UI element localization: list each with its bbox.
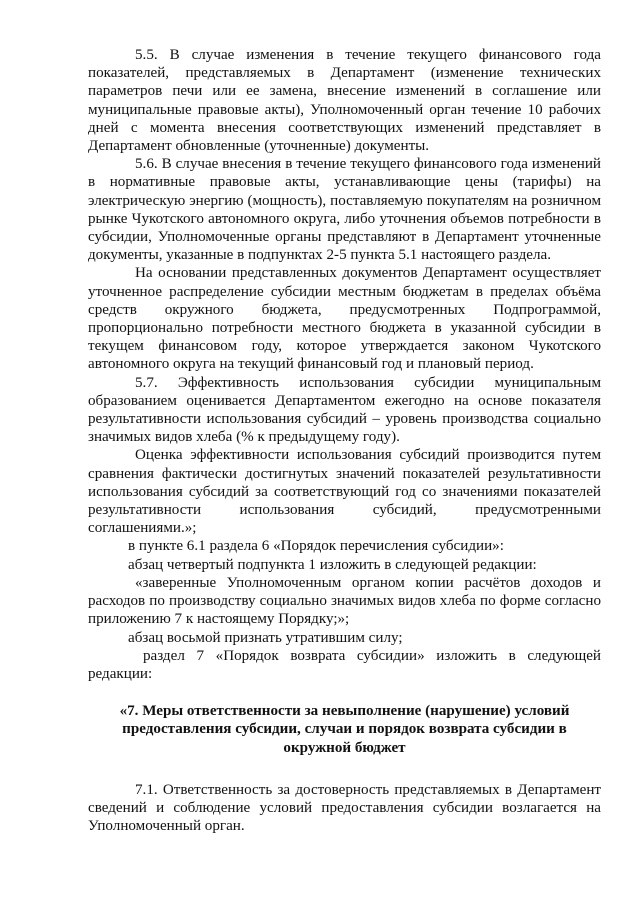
paragraph-subpoint-1: абзац четвертый подпункта 1 изложить в следующей редакции: [128, 556, 537, 573]
paragraph-7-1: 7.1. Ответственность за достоверность представляемых в Департамент сведений и соблюдение условий предоставления субсидии возлагается на Уполномоченный орган. [88, 781, 601, 835]
paragraph-redistribution: На основании представленных документов Департамент осуществляет уточненное распределение субсидии местным бюджетам в пределах объёма средств окружного бюджета, предусмотренных Подпрограммой, пропорционально потребности местного бюджета в указанной субсидии в текущем финансовом году, которое утверждается законом Чукотского автономного округа на текущий финансовый год и плановый период. [88, 265, 601, 373]
paragraph-5-5: 5.5. В случае изменения в течение текущего финансового года показателей, представляемых в Департамент (изменение технических параметров печи или ее замена, внесение изменений в соглашение или муниципальные правовые акты), Уполномоченный орган течение 10 рабочих дней с момента внесения соответствующих изменений представляет в Департамент обновленные (уточненные) документы. [88, 47, 601, 155]
paragraph-quote-copies: «заверенные Уполномоченным органом копии расчётов доходов и расходов по производству социально значимых видов хлеба по форме согласно приложению 7 к настоящему Порядку;»; [88, 574, 601, 628]
paragraph-evaluation: Оценка эффективности использования субсидий производится путем сравнения фактически достигнутых значений показателей результативности использования субсидий за соответствующий год со значениями показателей результативности использования субсидий, предусмотренными соглашениями.»; [88, 447, 601, 537]
document-page [88, 46, 601, 835]
section-7-heading: «7. Меры ответственности за невыполнение (нарушение) условий предоставления субсидии, случаи и порядок возврата субсидии в окружной бюджет [119, 703, 570, 756]
paragraph-eighth-abolished: абзац восьмой признать утратившим силу; [128, 629, 403, 646]
paragraph-5-7: 5.7. Эффективность использования субсидии муниципальным образованием оценивается Департаментом ежегодно на основе показателя результативности использования субсидий – уровень производства социально значимых видов хлеба (% к предыдущему году). [88, 374, 601, 446]
paragraph-section-7-intro: раздел 7 «Порядок возврата субсидии» изложить в следующей редакции: [88, 647, 601, 682]
paragraph-point-6-1: в пункте 6.1 раздела 6 «Порядок перечисления субсидии»: [128, 538, 504, 555]
paragraph-5-6: 5.6. В случае внесения в течение текущего финансового года изменений в нормативные правовые акты, устанавливающие цены (тарифы) на электрическую энергию (мощность), поставляемую покупателям на розничном рынке Чукотского автономного округа, либо уточнения объемов потребности в субсидии, Уполномоченные органы представляют в Департамент уточненные документы, указанные в подпунктах 2-5 пункта 5.1 настоящего раздела. [88, 156, 601, 264]
